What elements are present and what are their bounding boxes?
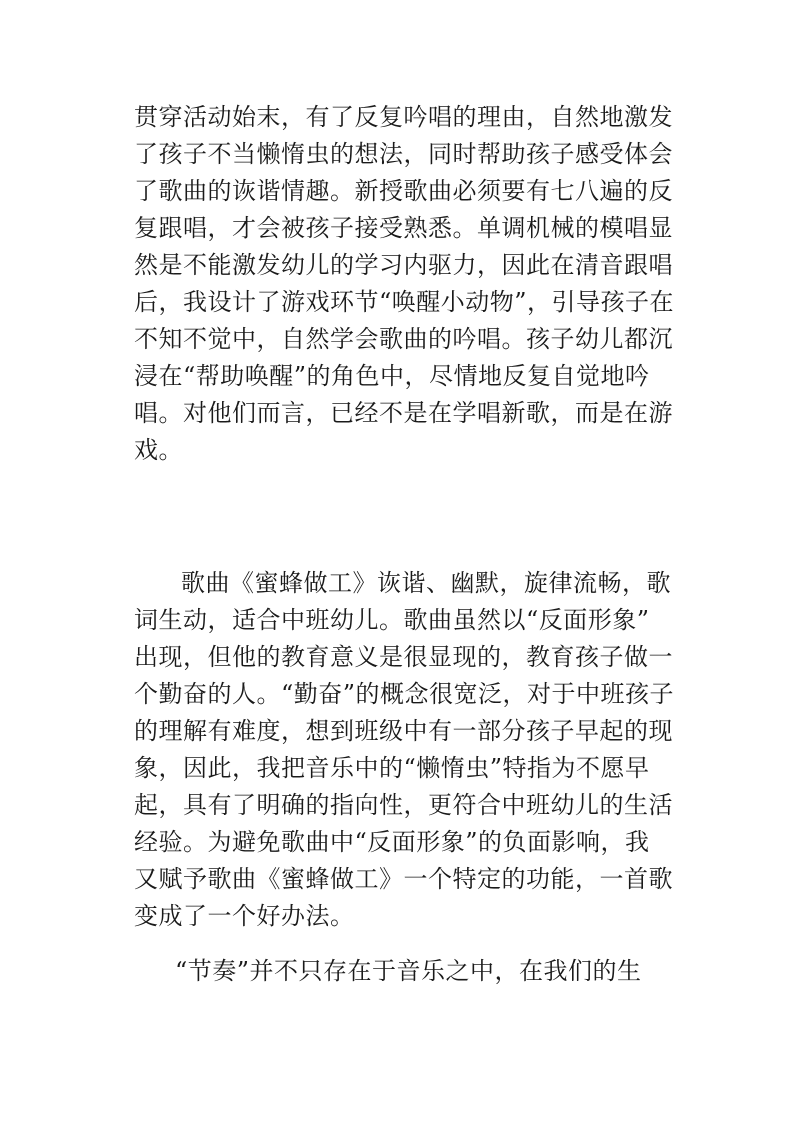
paragraph-2-line-10: 变成了一个好办法。 [134,902,355,930]
paragraph-2-line-6: 象，因此，我把音乐中的“懒惰虫”特指为不愿早 [134,754,650,782]
paragraph-1-line-7: 不知不觉中，自然学会歌曲的吟唱。孩子幼儿都沉 [134,325,673,353]
paragraph-2-line-4: 个勤奋的人。“勤奋”的概念很宽泛，对于中班孩子 [134,680,675,708]
paragraph-2-line-7: 起，具有了明确的指向性，更符合中班幼儿的生活 [134,791,673,819]
paragraph-2-line-8: 经验。为避免歌曲中“反面形象”的负面影响，我 [134,828,650,856]
paragraph-1-line-1: 贯穿活动始末，有了反复吟唱的理由，自然地激发 [134,103,673,131]
paragraph-2-line-2: 词生动，适合中班幼儿。歌曲虽然以“反面形象” [134,606,650,634]
paragraph-1-line-10: 戏。 [134,436,183,464]
paragraph-1-line-3: 了歌曲的诙谐情趣。新授歌曲必须要有七八遍的反 [134,177,673,205]
paragraph-2-line-9: 又赋予歌曲《蜜蜂做工》一个特定的功能，一首歌 [134,865,673,893]
paragraph-2-line-3: 出现，但他的教育意义是很显现的，教育孩子做一 [134,643,673,671]
paragraph-2-line-1: 歌曲《蜜蜂做工》诙谐、幽默，旋律流畅，歌 [181,569,671,597]
paragraph-1-line-9: 唱。对他们而言，已经不是在学唱新歌，而是在游 [134,399,673,427]
paragraph-1-line-2: 了孩子不当懒惰虫的想法，同时帮助孩子感受体会 [134,140,673,168]
paragraph-1-line-5: 然是不能激发幼儿的学习内驱力，因此在清音跟唱 [134,251,673,279]
paragraph-3-line-1: “节奏”并不只存在于音乐之中，在我们的生 [175,957,642,985]
paragraph-1-line-8: 浸在“帮助唤醒”的角色中，尽情地反复自觉地吟 [134,362,650,390]
paragraph-2-line-5: 的理解有难度，想到班级中有一部分孩子早起的现 [134,717,673,745]
paragraph-1-line-4: 复跟唱，才会被孩子接受熟悉。单调机械的模唱显 [134,214,673,242]
paragraph-1-line-6: 后，我设计了游戏环节“唤醒小动物”，引导孩子在 [134,288,675,316]
